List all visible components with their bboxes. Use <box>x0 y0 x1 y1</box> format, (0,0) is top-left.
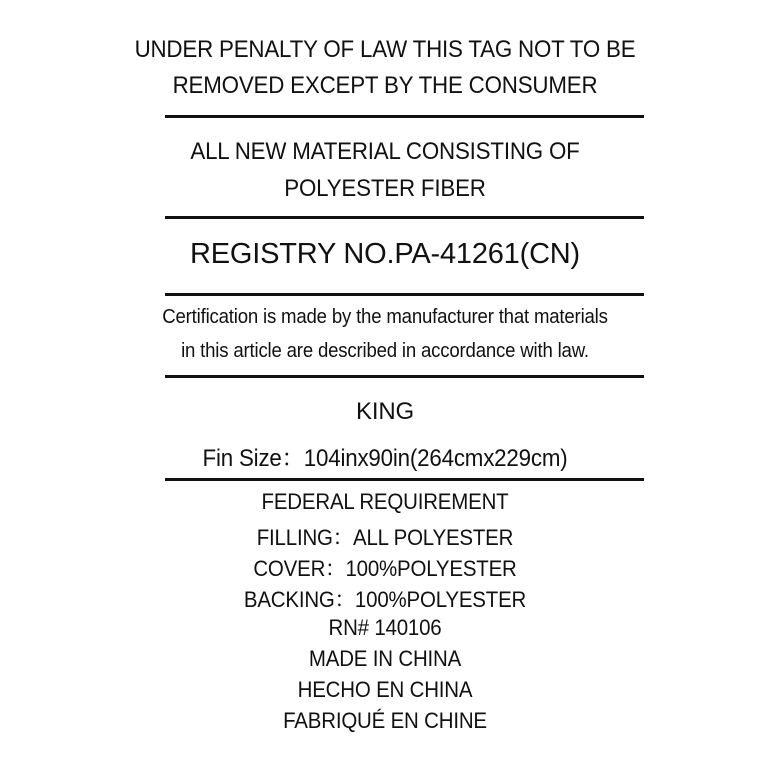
fin-size: Fin Size：104inx90in(264cmx229cm) <box>202 445 568 472</box>
divider-3 <box>165 293 644 296</box>
requirement-line: RN# 140106 <box>328 615 442 640</box>
material-line-2: POLYESTER FIBER <box>284 175 486 202</box>
requirement-line: BACKING：100%POLYESTER <box>243 587 527 612</box>
warning-line-1: UNDER PENALTY OF LAW THIS TAG NOT TO BE <box>134 36 636 63</box>
requirement-line: MADE IN CHINA <box>308 646 462 671</box>
divider-2 <box>165 216 644 219</box>
certification-line-1: Certification is made by the manufacturer that materials <box>162 306 608 328</box>
material-line-1: ALL NEW MATERIAL CONSISTING OF <box>190 138 580 165</box>
size-name: KING <box>356 398 414 425</box>
requirement-line: HECHO EN CHINA <box>297 677 473 702</box>
requirement-line: COVER：100%POLYESTER <box>253 556 517 581</box>
divider-5 <box>165 478 644 481</box>
warning-line-2: REMOVED EXCEPT BY THE CONSUMER <box>172 72 598 99</box>
requirement-line: FEDERAL REQUIREMENT <box>261 489 509 514</box>
divider-4 <box>165 375 644 378</box>
registry-number: REGISTRY NO.PA-41261(CN) <box>189 238 581 270</box>
requirement-line: FABRIQUÉ EN CHINE <box>283 708 487 733</box>
requirement-line: FILLING：ALL POLYESTER <box>256 525 514 550</box>
divider-1 <box>165 115 644 118</box>
certification-line-2: in this article are described in accordance with law. <box>181 340 589 362</box>
